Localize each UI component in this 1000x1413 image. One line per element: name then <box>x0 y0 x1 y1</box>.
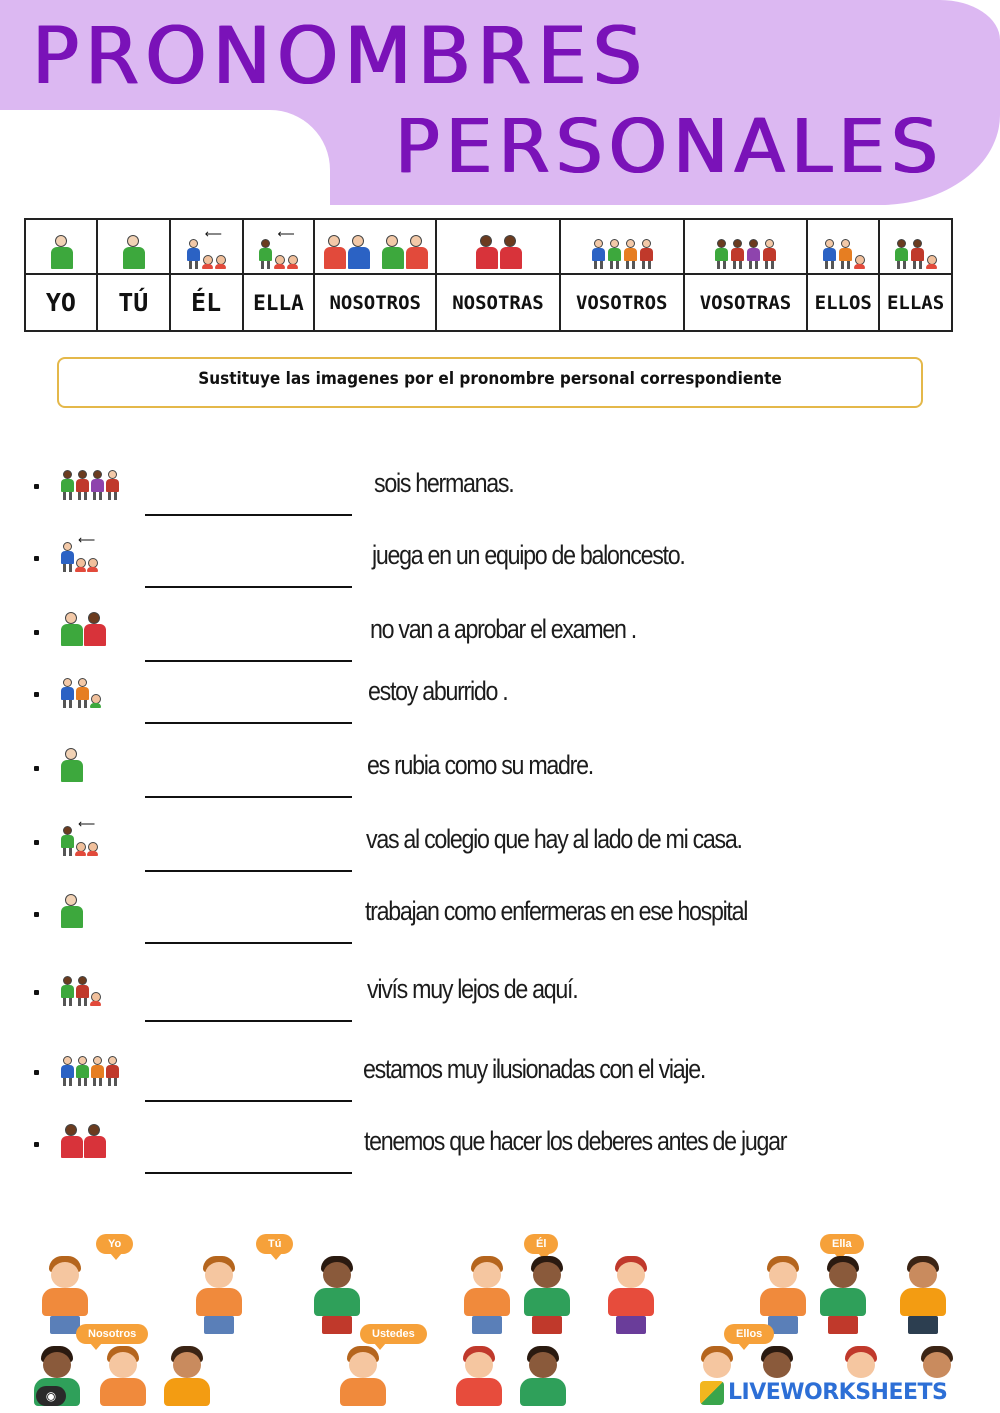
pronoun-label: VOSOTRAS <box>699 291 792 314</box>
exercise-row <box>0 818 1000 878</box>
sentence-text: estoy aburrido . <box>368 676 508 706</box>
speech-bubble-el: Él <box>524 1234 558 1254</box>
bullet <box>34 630 39 635</box>
answer-input[interactable] <box>145 1150 352 1174</box>
pronoun-el-icon: ⟵ <box>171 220 242 275</box>
answer-input[interactable] <box>145 774 352 798</box>
bullet <box>34 766 39 771</box>
bullet <box>34 912 39 917</box>
kid-figure <box>604 1256 658 1334</box>
logo-text: LIVEWORKSHEETS <box>728 1380 948 1405</box>
pronoun-yo-icon <box>26 220 96 275</box>
exercise-row <box>0 968 1000 1028</box>
kid-figure <box>336 1346 390 1406</box>
exercise-row <box>0 670 1000 730</box>
pronoun-cell-yo <box>26 220 98 330</box>
pronoun-label: NOSOTRAS <box>452 291 544 314</box>
bullet <box>34 556 39 561</box>
answer-input[interactable] <box>145 1078 352 1102</box>
vosotras-icon <box>60 462 119 500</box>
pronoun-ellos-icon <box>808 220 878 275</box>
pronoun-cell-vosotras <box>685 220 809 330</box>
liveworksheets-logo <box>700 1380 947 1405</box>
title-line-2: PERSONALES <box>395 104 944 190</box>
bullet <box>34 692 39 697</box>
speech-bubble-yo: Yo <box>96 1234 133 1254</box>
pronoun-cell-nosotras <box>437 220 561 330</box>
pronoun-label: ÉL <box>191 288 222 317</box>
sentence-text: sois hermanas. <box>374 468 514 498</box>
pronoun-nosotros-icon <box>315 220 435 275</box>
answer-input[interactable] <box>145 998 352 1022</box>
vosotros-icon <box>60 1048 119 1086</box>
sentence-text: trabajan como enfermeras en ese hospital <box>365 896 748 926</box>
logo-icon <box>700 1381 724 1405</box>
speech-bubble-ella: Ella <box>820 1234 864 1254</box>
nosotras-icon <box>60 1120 105 1158</box>
speech-bubble-ellos: Ellos <box>724 1324 774 1344</box>
pronoun-label: VOSOTROS <box>575 291 668 314</box>
pronoun-cell-el <box>171 220 244 330</box>
sentence-text: juega en un equipo de baloncesto. <box>372 540 685 570</box>
pronoun-cell-vosotros <box>561 220 685 330</box>
pronoun-cell-ellas <box>880 220 951 330</box>
pronoun-cell-ellos <box>808 220 880 330</box>
sentence-text: tenemos que hacer los deberes antes de jugar <box>364 1126 787 1156</box>
ella-icon: ⟵ <box>60 818 98 856</box>
exercise-row <box>0 1048 1000 1108</box>
bullet <box>34 840 39 845</box>
pronoun-table <box>24 218 953 332</box>
speech-bubble-ustedes: Ustedes <box>360 1324 427 1344</box>
answer-input[interactable] <box>145 638 352 662</box>
kid-figure <box>520 1256 574 1334</box>
kid-figure <box>516 1346 570 1406</box>
pronoun-ella-icon: ⟵ <box>244 220 314 275</box>
pronoun-tu-icon <box>98 220 169 275</box>
exercise-row <box>0 462 1000 522</box>
ellas-icon <box>60 968 101 1006</box>
bullet <box>34 1070 39 1075</box>
kid-figure <box>756 1256 810 1334</box>
bullet <box>34 484 39 489</box>
exercise-row <box>0 890 1000 950</box>
kid-figure <box>460 1256 514 1334</box>
answer-input[interactable] <box>145 848 352 872</box>
kid-figure <box>96 1346 150 1406</box>
yo-icon <box>60 744 82 782</box>
speech-bubble-tu: Tú <box>256 1234 293 1254</box>
pronoun-label: NOSOTROS <box>329 291 421 314</box>
pair-icon <box>60 608 105 646</box>
sentence-text: vivís muy lejos de aquí. <box>367 974 578 1004</box>
pronoun-nosotras-icon <box>437 220 559 275</box>
answer-input[interactable] <box>145 920 352 944</box>
pronoun-label: ELLAS <box>886 291 945 314</box>
ellos-icon <box>60 670 101 708</box>
exercise-row <box>0 744 1000 804</box>
pronoun-label: TÚ <box>118 288 149 317</box>
speaker-icon[interactable]: ◉ <box>36 1386 66 1406</box>
kid-figure <box>816 1256 870 1334</box>
pronoun-vosotros-icon <box>561 220 683 275</box>
pronoun-cell-ella <box>244 220 316 330</box>
kid-figure <box>452 1346 506 1406</box>
pronoun-cell-tu <box>98 220 171 330</box>
answer-input[interactable] <box>145 564 352 588</box>
kid-figure <box>38 1256 92 1334</box>
kid-figure <box>192 1256 246 1334</box>
speech-bubble-nosotros: Nosotros <box>76 1324 148 1344</box>
sentence-text: estamos muy ilusionadas con el viaje. <box>363 1054 706 1084</box>
kid-figure <box>160 1346 214 1406</box>
answer-input[interactable] <box>145 492 352 516</box>
title-line-1: PRONOMBRES <box>32 12 649 102</box>
exercise-row <box>0 534 1000 594</box>
kid-figure <box>896 1256 950 1334</box>
pronoun-label: ELLOS <box>814 291 872 314</box>
sentence-text: vas al colegio que hay al lado de mi casa. <box>366 824 742 854</box>
el-icon: ⟵ <box>60 534 98 572</box>
bullet <box>34 990 39 995</box>
tu-icon <box>60 890 82 928</box>
instruction-box: Sustituye las imagenes por el pronombre personal correspondiente <box>57 357 923 408</box>
pronoun-cell-nosotros <box>315 220 437 330</box>
pronoun-vosotras-icon <box>685 220 807 275</box>
pronoun-label: ELLA <box>253 290 304 315</box>
answer-input[interactable] <box>145 700 352 724</box>
sentence-text: no van a aprobar el examen . <box>370 614 636 644</box>
pronoun-ellas-icon <box>880 220 951 275</box>
pronoun-label: YO <box>45 288 76 317</box>
exercise-row <box>0 608 1000 668</box>
sentence-text: es rubia como su madre. <box>367 750 593 780</box>
bullet <box>34 1142 39 1147</box>
exercise-row <box>0 1120 1000 1180</box>
kid-figure <box>310 1256 364 1334</box>
